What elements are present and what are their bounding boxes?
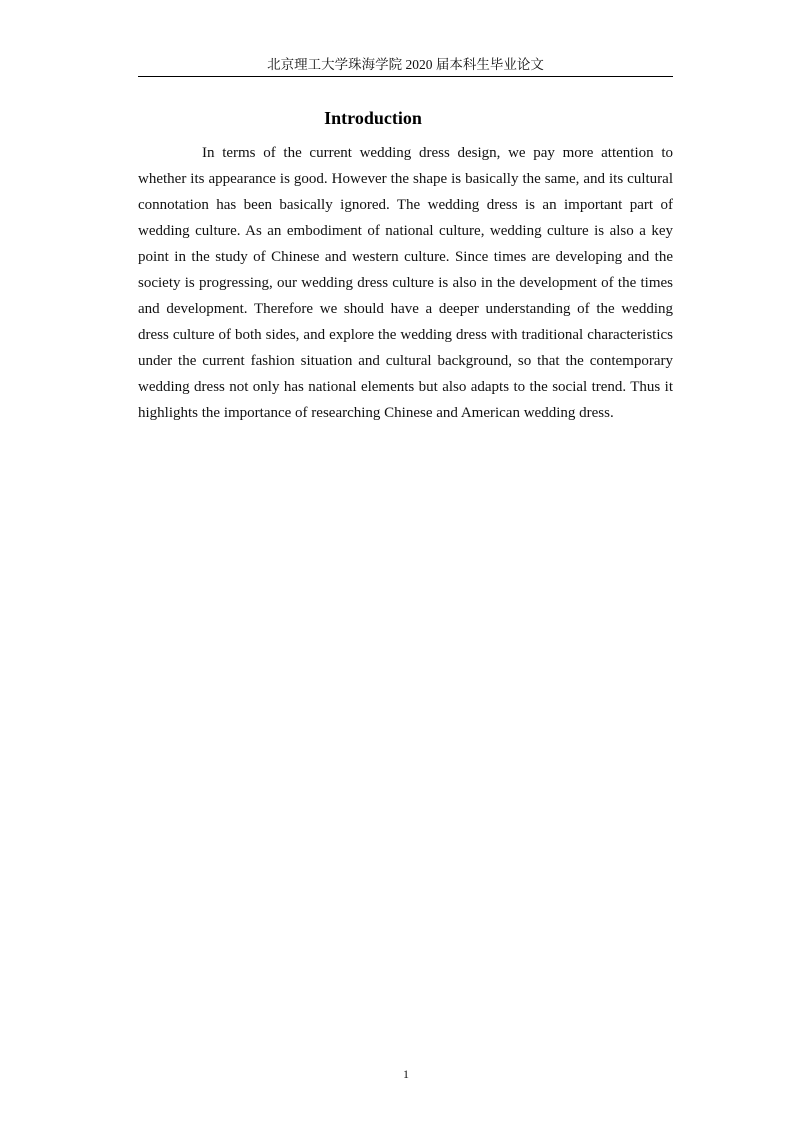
running-header: 北京理工大学珠海学院 2020 届本科生毕业论文 (267, 57, 544, 72)
section-title: Introduction (324, 108, 422, 128)
page-number: 1 (403, 1067, 409, 1081)
body-paragraph: In terms of the current wedding dress design, we pay more attention to whether its appearance is good. However the shape is basically the same, and its cultural connotation has been basically ignored. The wedding dress is an important part of wedding culture. As an embodiment of national culture, wedding culture is also a key point in the study of Chinese and western culture. Since times are developing and the society is progressing, our wedding dress culture is also in the development of the times and development. Therefore we should have a deeper understanding of the wedding dress culture of both sides, and explore the wedding dress with traditional characteristics under the current fashion situation and cultural background, so that the contemporary wedding dress not only has national elements but also adapts to the social trend. Thus it highlights the importance of researching Chinese and American wedding dress. (138, 145, 673, 421)
header-divider (138, 76, 673, 77)
